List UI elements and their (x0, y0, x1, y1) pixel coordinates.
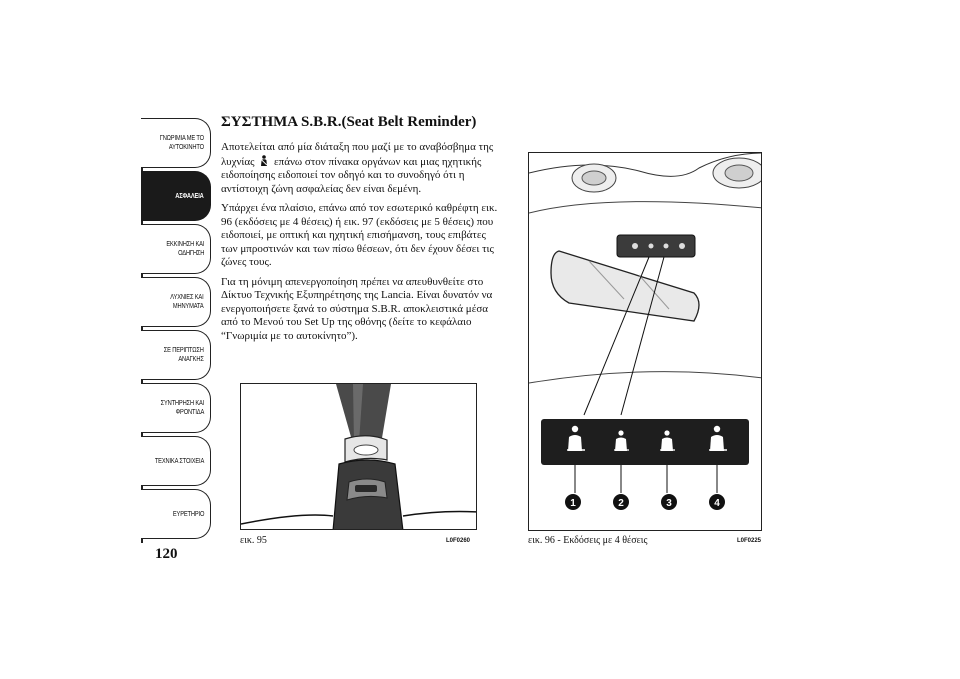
tab-label: ΣΕ ΠΕΡΙΠΤΩΣΗ ΑΝΑΓΚΗΣ (164, 347, 204, 363)
seatbelt-warning-icon (259, 155, 269, 167)
paragraph-2: Υπάρχει ένα πλαίσιο, επάνω από τον εσωτερικό καθρέφτη εικ. 96 (εκδόσεις με 4 θέσεις) ή εικ. 97 (εκδόσεις με 5 θέσεις) που ειδοποιεί, με οπτική και ηχητική επισήμανση, τους επιβάτες των μπροστινών και των πίσω θέσεων, ότι δεν έχουν δέσει τις ζώνες τους. (221, 202, 498, 268)
chapter-sidebar (0, 0, 216, 560)
paragraph-1 (221, 141, 501, 196)
tab-maintenance[interactable] (141, 383, 211, 433)
tab-safety[interactable] (141, 171, 211, 221)
tab-starting-driving[interactable] (141, 224, 211, 274)
tab-index[interactable] (141, 489, 211, 539)
tab-label: ΕΥΡΕΤΗΡΙΟ (172, 510, 204, 518)
section-title: ΣΥΣΤΗΜΑ S.B.R.(Seat Belt Reminder) (221, 114, 477, 130)
figure-95-code: L0F0260 (446, 538, 471, 544)
paragraph-3: Για τη μόνιμη απενεργοποίηση πρέπει να απευθυνθείτε στο Δίκτυο Τεχνικής Εξυπηρέτησης της Lancia. Είναι δυνατόν να ενεργοποιήσετε ξανά το σύστημα S.B.R. αποκλειστικά μέσα από το Μενού του Set Up της οθόνης (δείτε το κεφάλαιο “Γνωριμία με το αυτοκίνητο”). (221, 275, 493, 342)
callout-1-label: 1 (570, 498, 576, 509)
paragraph-text: Αποτελείται από μία διάταξη που μαζί με το αναβόσβημα της λυχνίας (221, 141, 494, 168)
tab-label: ΣΥΝΤΗΡΗΣΗ ΚΑΙ ΦΡΟΝΤΙΔΑ (160, 400, 204, 416)
tab-technical-data[interactable] (141, 436, 211, 486)
paragraph-text: επάνω στον πίνακα οργάνων και μιας ηχητικής ειδοποίησης ειδοποιεί τον οδηγό και το συνοδηγό ότι η αντίστοιχη ζώνη ασφαλείας δεν είναι δεμένη. (221, 155, 482, 195)
tab-label: ΛΥΧΝΙΕΣ ΚΑΙ ΜΗΝΥΜΑΤΑ (170, 294, 204, 310)
callout-4-label: 4 (714, 498, 720, 509)
section-body (221, 141, 501, 349)
seatbelt-buckle-illustration (241, 384, 477, 530)
tab-warning-lights[interactable] (141, 277, 211, 327)
figure-96-caption: εικ. 96 - Εκδόσεις με 4 θέσεις (528, 535, 648, 546)
tab-label: ΑΣΦΑΛΕΙΑ (175, 192, 204, 200)
tab-getting-to-know-car[interactable] (141, 118, 211, 168)
figure-96-code: L0F0225 (737, 538, 762, 544)
figure-96-sbr-panel (528, 152, 762, 531)
tab-label: ΕΚΚΙΝΗΣΗ ΚΑΙ ΟΔΗΓΗΣΗ (166, 241, 204, 257)
callout-3-label: 3 (666, 498, 672, 509)
sbr-panel-illustration (529, 153, 762, 531)
page-number: 120 (155, 546, 178, 562)
tab-label: ΤΕΧΝΙΚΑ ΣΤΟΙΧΕΙΑ (154, 457, 204, 465)
figure-95-seatbelt-buckle (240, 383, 477, 530)
tab-label: ΓΝΩΡΙΜΙΑ ΜΕ ΤΟ ΑΥΤΟΚΙΝΗΤΟ (159, 135, 204, 151)
callout-2-label: 2 (618, 498, 624, 509)
figure-95-caption: εικ. 95 (240, 535, 267, 546)
tab-emergency[interactable] (141, 330, 211, 380)
